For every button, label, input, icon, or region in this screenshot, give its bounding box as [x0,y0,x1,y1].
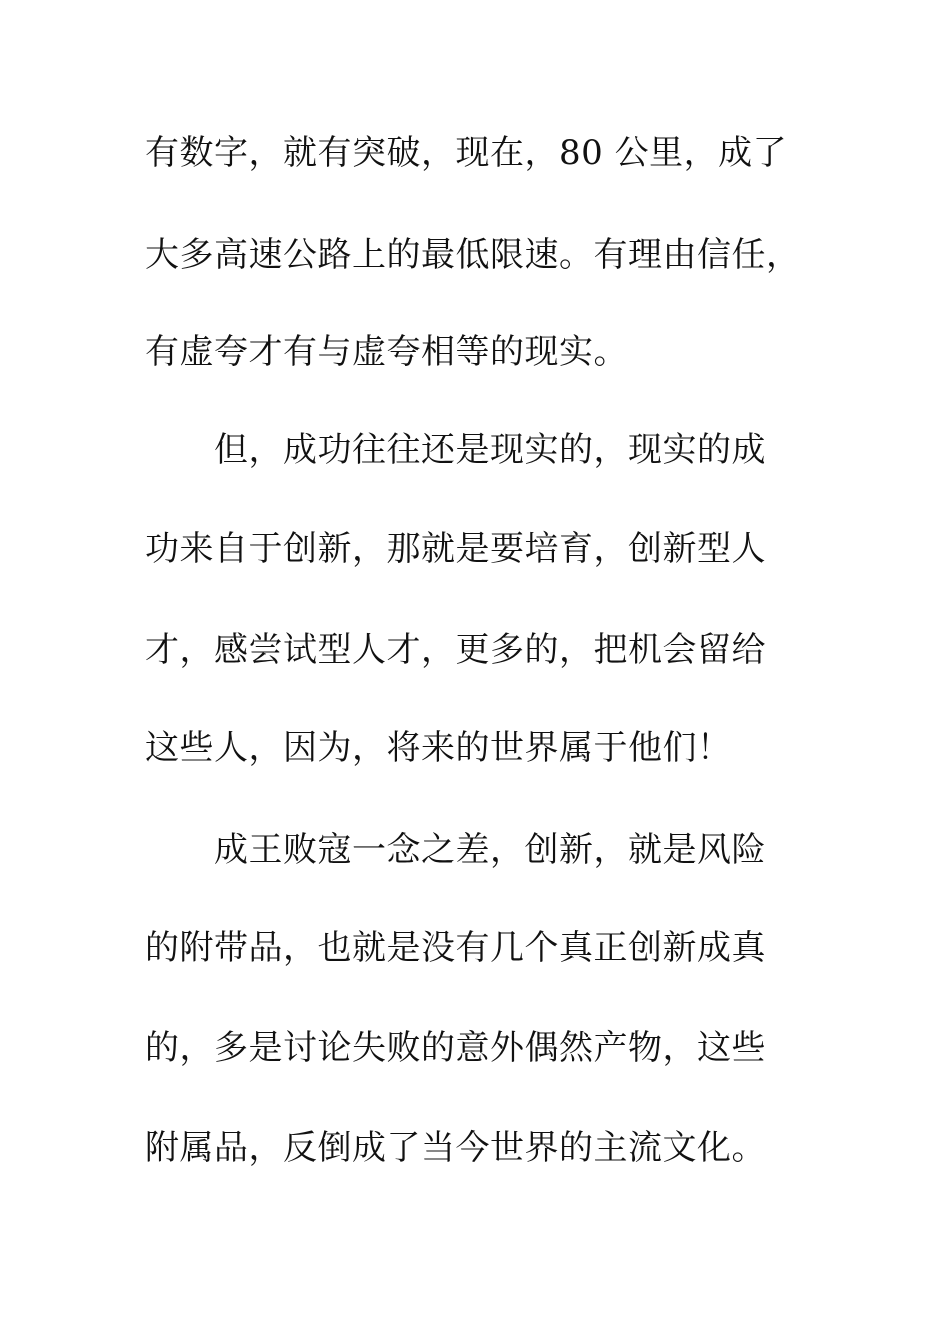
paragraph-line: 这些人，因为，将来的世界属于他们！ [145,728,732,768]
paragraph-line: 功来自于创新，那就是要培育，创新型人 [145,529,766,569]
paragraph-line: 才，感尝试型人才，更多的，把机会留给 [145,630,766,670]
paragraph-line: 有数字，就有突破，现在，80 公里，成了 [145,133,788,173]
paragraph-line: 成王败寇一念之差，创新，就是风险 [214,830,766,870]
paragraph-line: 附属品，反倒成了当今世界的主流文化。 [145,1128,766,1168]
paragraph-line: 大多高速公路上的最低限速。有理由信任， [145,235,801,275]
paragraph-line: 的附带品，也就是没有几个真正创新成真 [145,928,766,968]
paragraph-line: 有虚夸才有与虚夸相等的现实。 [145,332,628,372]
paragraph-line: 的，多是讨论失败的意外偶然产物，这些 [145,1028,766,1068]
paragraph-line: 但，成功往往还是现实的，现实的成 [214,430,766,470]
